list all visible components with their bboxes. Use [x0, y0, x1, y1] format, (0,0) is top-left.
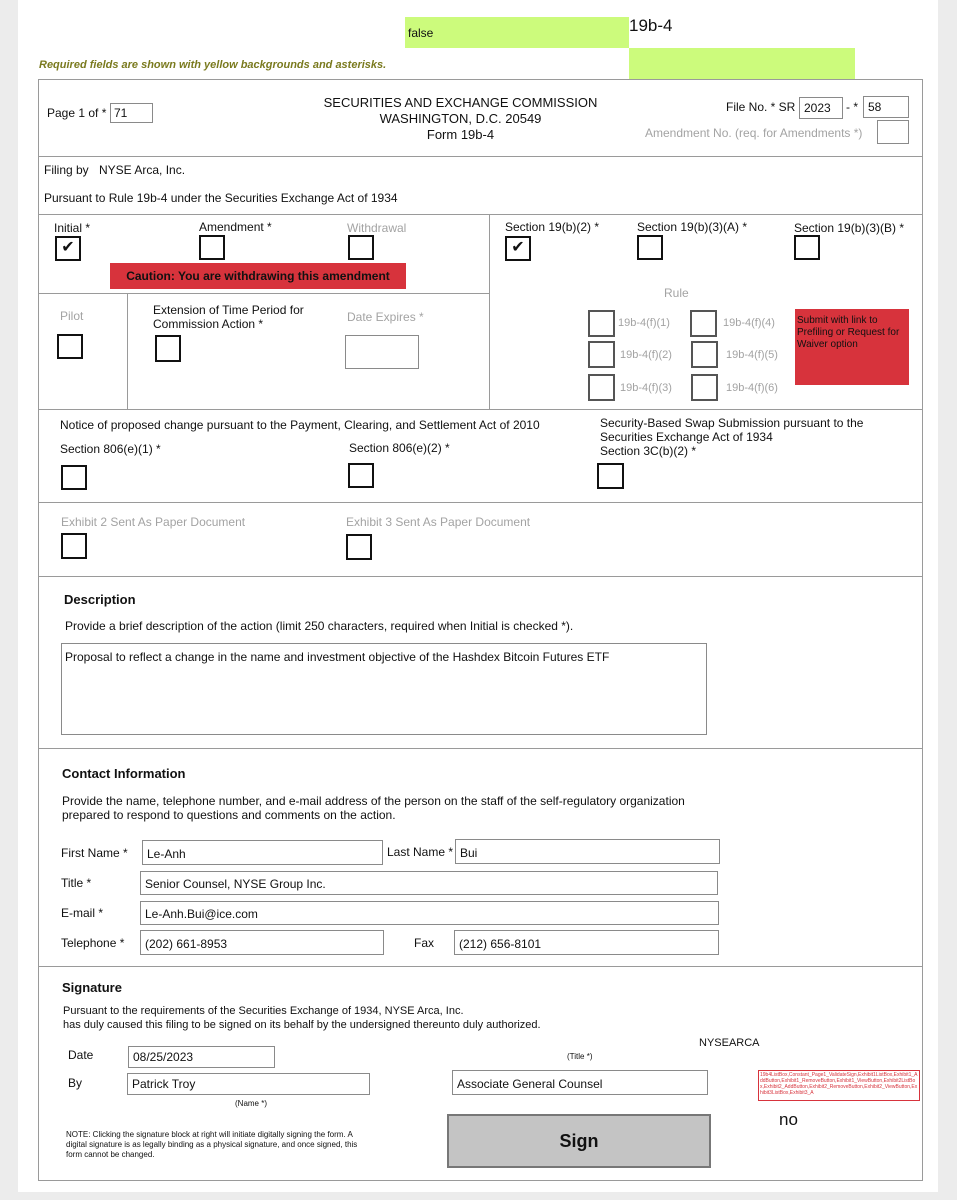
first-name-input[interactable]: Le-Anh	[142, 840, 383, 865]
rule-f6-checkbox[interactable]	[691, 374, 718, 401]
section-806e2-checkbox[interactable]	[348, 463, 374, 488]
divider	[38, 293, 489, 294]
withdrawal-label: Withdrawal	[347, 221, 407, 235]
email-input[interactable]: Le-Anh.Bui@ice.com	[140, 901, 719, 925]
title-caption: (Title *)	[567, 1052, 593, 1061]
section-19b3b-checkbox[interactable]	[794, 235, 820, 260]
amendment-checkbox[interactable]	[199, 235, 225, 260]
swap-line1: Security-Based Swap Submission pursuant to the	[600, 416, 864, 430]
rule-f5-label: 19b-4(f)(5)	[726, 349, 778, 361]
description-instruction: Provide a brief description of the action (limit 250 characters, required when Initial is checked *).	[65, 619, 574, 633]
section-19b3a-checkbox[interactable]	[637, 235, 663, 260]
title-label: Title *	[61, 876, 92, 890]
sign-button[interactable]: Sign	[447, 1114, 711, 1168]
signature-heading: Signature	[62, 980, 122, 995]
divider	[38, 748, 922, 749]
file-no-label: File No. * SR	[726, 100, 796, 114]
withdrawal-checkbox[interactable]	[348, 235, 374, 260]
status-field[interactable]: false	[405, 17, 629, 48]
signer-title-input[interactable]: Associate General Counsel	[452, 1070, 708, 1095]
amendment-label: Amendment *	[199, 220, 272, 234]
agency-line1: SECURITIES AND EXCHANGE COMMISSION	[323, 95, 598, 110]
exhibit3-label: Exhibit 3 Sent As Paper Document	[346, 515, 531, 529]
date-label: Date	[68, 1048, 94, 1062]
contact-instruction	[62, 794, 685, 822]
filing-by-label: Filing by	[44, 163, 89, 177]
swap-line2: Securities Exchange Act of 1934	[600, 430, 773, 444]
phone-input[interactable]: (202) 661-8953	[140, 930, 384, 955]
phone-label: Telephone *	[61, 936, 125, 950]
page-label: Page 1 of *	[47, 106, 107, 120]
rule-f3-checkbox[interactable]	[588, 374, 615, 401]
divider	[38, 214, 922, 215]
divider	[38, 502, 922, 503]
pilot-label: Pilot	[60, 309, 84, 323]
filing-by-value: NYSE Arca, Inc.	[99, 163, 186, 177]
swap-checkbox[interactable]	[597, 463, 624, 489]
rule-f5-checkbox[interactable]	[691, 341, 718, 368]
form-code: 19b-4	[629, 16, 673, 35]
section-19b2-checkbox[interactable]: ✔	[505, 236, 531, 261]
extension-checkbox[interactable]	[155, 335, 181, 362]
extension-line2: Commission Action *	[153, 317, 264, 331]
agency-line3: Form 19b-4	[426, 127, 495, 142]
email-label: E-mail *	[61, 906, 104, 920]
description-textarea[interactable]: Proposal to reflect a change in the name and investment objective of the Hashdex Bitcoin Futures ETF	[61, 643, 707, 735]
extension-line1: Extension of Time Period for	[153, 303, 304, 317]
initial-label: Initial *	[54, 221, 91, 235]
last-name-label: Last Name *	[387, 845, 454, 859]
rule-f1-checkbox[interactable]	[588, 310, 615, 337]
by-label: By	[68, 1076, 83, 1090]
contact-instruction-line1: Provide the name, telephone number, and e-mail address of the person on the staff of the self-regulatory organization	[62, 794, 685, 808]
name-input[interactable]: Patrick Troy	[127, 1073, 370, 1095]
rule-f1-label: 19b-4(f)(1)	[618, 317, 670, 329]
rule-f2-checkbox[interactable]	[588, 341, 615, 368]
divider	[38, 409, 922, 410]
date-expires-input[interactable]	[345, 335, 419, 369]
signature-text	[63, 1004, 541, 1032]
section-806e1-label: Section 806(e)(1) *	[60, 442, 161, 456]
contact-heading: Contact Information	[62, 766, 186, 781]
file-number-input[interactable]: 58	[863, 96, 909, 118]
exhibit3-checkbox[interactable]	[346, 534, 372, 560]
rule-f2-label: 19b-4(f)(2)	[620, 349, 672, 361]
page-total-input[interactable]: 71	[110, 103, 153, 123]
swap-line3: Section 3C(b)(2) *	[600, 444, 697, 458]
swap-label	[600, 416, 863, 458]
required-note: Required fields are shown with yellow backgrounds and asterisks.	[39, 59, 387, 71]
amendment-no-input[interactable]	[877, 120, 909, 144]
signature-line2: has duly caused this filing to be signed on its behalf by the undersigned thereunto duly authorized.	[63, 1019, 541, 1031]
signature-note: NOTE: Clicking the signature block at right will initiate digitally signing the form. A digital signature is as legally binding as a physical signature, and once signed, this form cannot be changed.	[66, 1130, 358, 1159]
rule-f4-checkbox[interactable]	[690, 310, 717, 337]
debug-field-list: 19b4ListBox,Constant_Page1_ValidateSign,Exhibit1ListBox,Exhibit1_AddButton,Exhibit1_RemoveButton,Exhibit1_ViewButton,Exhibit2ListBox,Exhibit2_AddButton,Exhibit2_RemoveButton,Exhibit2_ViewButton,Exhibit3ListBox,Exhibit3_A	[758, 1070, 920, 1101]
rule-f6-label: 19b-4(f)(6)	[726, 382, 778, 394]
first-name-label: First Name *	[61, 846, 128, 860]
rule-label: Rule	[664, 286, 689, 300]
rule-f3-label: 19b-4(f)(3)	[620, 382, 672, 394]
exhibit2-label: Exhibit 2 Sent As Paper Document	[61, 515, 246, 529]
exhibit2-checkbox[interactable]	[61, 533, 87, 559]
extension-label	[153, 303, 304, 331]
green-strip[interactable]	[629, 48, 855, 80]
no-text: no	[779, 1110, 798, 1129]
contact-instruction-line2: prepared to respond to questions and comments on the action.	[62, 808, 396, 822]
fax-label: Fax	[414, 936, 435, 950]
file-year-input[interactable]: 2023	[799, 97, 843, 119]
divider	[489, 214, 490, 409]
divider	[38, 156, 922, 157]
payment-notice: Notice of proposed change pursuant to the Payment, Clearing, and Settlement Act of 2010	[60, 418, 540, 432]
divider	[127, 293, 128, 409]
name-caption: (Name *)	[235, 1099, 268, 1108]
pursuant-text: Pursuant to Rule 19b-4 under the Securities Exchange Act of 1934	[44, 191, 398, 205]
amendment-no-label: Amendment No. (req. for Amendments *)	[645, 126, 863, 140]
section-19b3a-label: Section 19(b)(3)(A) *	[637, 220, 748, 234]
date-input[interactable]: 08/25/2023	[128, 1046, 275, 1068]
agency-line2: WASHINGTON, D.C. 20549	[379, 111, 542, 126]
title-input[interactable]: Senior Counsel, NYSE Group Inc.	[140, 871, 718, 895]
caution-banner: Caution: You are withdrawing this amendment	[110, 263, 406, 289]
fax-input[interactable]: (212) 656-8101	[454, 930, 719, 955]
section-806e2-label: Section 806(e)(2) *	[349, 441, 450, 455]
signature-line1: Pursuant to the requirements of the Securities Exchange of 1934, NYSE Arca, Inc.	[63, 1005, 464, 1017]
section-806e1-checkbox[interactable]	[61, 465, 87, 490]
rule-f4-label: 19b-4(f)(4)	[723, 317, 775, 329]
form-page	[18, 0, 938, 1192]
description-heading: Description	[64, 592, 136, 607]
submit-note: Submit with link to Prefiling or Request for Waiver option	[795, 309, 909, 385]
initial-checkbox[interactable]: ✔	[55, 236, 81, 261]
divider	[38, 576, 922, 577]
pilot-checkbox[interactable]	[57, 334, 83, 359]
agency-header	[308, 95, 613, 143]
date-expires-label: Date Expires *	[347, 310, 424, 324]
org-code: NYSEARCA	[699, 1037, 760, 1049]
section-19b2-label: Section 19(b)(2) *	[505, 220, 600, 234]
divider	[38, 966, 922, 967]
section-19b3b-label: Section 19(b)(3)(B) *	[794, 221, 905, 235]
last-name-input[interactable]: Bui	[455, 839, 720, 864]
file-dash: - *	[846, 100, 858, 114]
